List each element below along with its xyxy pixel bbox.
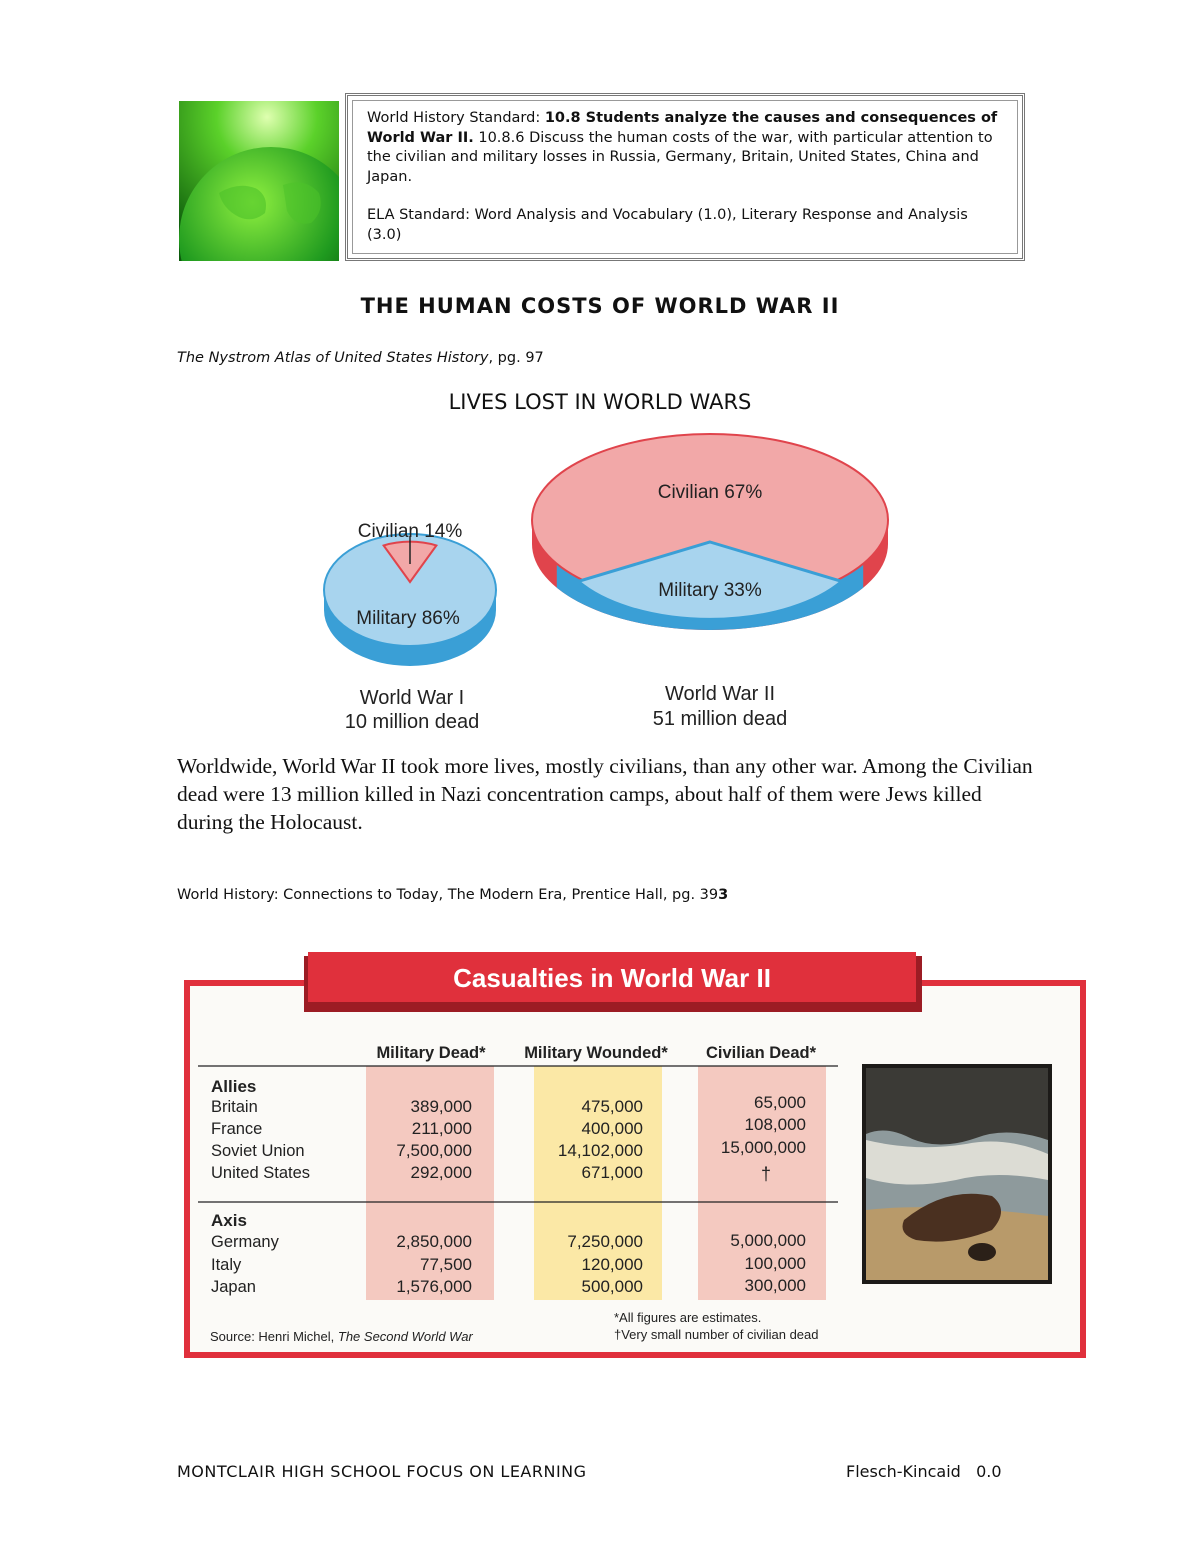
globe-image bbox=[179, 101, 339, 261]
group-axis: Axis bbox=[211, 1211, 247, 1230]
row-military-wounded: 500,000 bbox=[581, 1277, 643, 1296]
citation-nystrom bbox=[177, 350, 544, 366]
wwii-military-label: Military 33% bbox=[658, 580, 762, 601]
row-country: Soviet Union bbox=[211, 1142, 305, 1160]
row-country: United States bbox=[211, 1164, 311, 1182]
row-civilian-dead: † bbox=[760, 1164, 772, 1184]
row-country: Germany bbox=[211, 1233, 279, 1251]
row-civilian-dead: 15,000,000 bbox=[720, 1138, 806, 1157]
row-country: Britain bbox=[211, 1098, 258, 1116]
globe-icon bbox=[179, 101, 339, 261]
row-military-wounded: 7,250,000 bbox=[567, 1232, 643, 1251]
row-country: Italy bbox=[211, 1256, 242, 1274]
header-military-wounded: Military Wounded* bbox=[524, 1044, 668, 1062]
world-history-standard bbox=[367, 109, 1003, 187]
citation-prentice-hall bbox=[177, 887, 728, 903]
pie-charts bbox=[290, 430, 910, 740]
row-military-dead: 77,500 bbox=[420, 1255, 472, 1274]
wwi-civilian-label: Civilian 14% bbox=[357, 521, 463, 542]
page-title: THE HUMAN COSTS OF WORLD WAR II bbox=[360, 294, 840, 318]
table-title: Casualties in World War II bbox=[453, 963, 771, 993]
row-civilian-dead: 65,000 bbox=[754, 1093, 806, 1112]
row-country: France bbox=[211, 1120, 263, 1138]
war-painting-image bbox=[862, 1064, 1052, 1284]
citation-page: , pg. 97 bbox=[488, 350, 544, 366]
chart-title: LIVES LOST IN WORLD WARS bbox=[448, 390, 752, 414]
row-military-wounded: 671,000 bbox=[581, 1163, 643, 1182]
footer-readability: Flesch-Kincaid 0.0 bbox=[846, 1462, 1002, 1481]
wwi-caption-dead: 10 million dead bbox=[344, 711, 480, 733]
body-paragraph: Worldwide, World War II took more lives, mostly civilians, than any other war. Among the Civilian dead were 13 million killed in Nazi concentration camps, about half of them were Jews killed during the Holocaust. bbox=[177, 754, 1033, 834]
row-military-wounded: 400,000 bbox=[581, 1119, 643, 1138]
note-estimates: *All figures are estimates. bbox=[614, 1310, 762, 1325]
row-military-dead: 1,576,000 bbox=[396, 1277, 472, 1296]
row-military-dead: 292,000 bbox=[410, 1163, 472, 1182]
wwi-caption-name: World War I bbox=[359, 687, 465, 709]
row-military-wounded: 475,000 bbox=[581, 1097, 643, 1116]
note-civilian: †Very small number of civilian dead bbox=[614, 1327, 819, 1342]
header-civilian-dead: Civilian Dead* bbox=[705, 1044, 817, 1062]
row-civilian-dead: 108,000 bbox=[744, 1115, 806, 1134]
row-country: Japan bbox=[211, 1278, 256, 1296]
standards-box bbox=[345, 93, 1025, 261]
row-military-dead: 389,000 bbox=[410, 1097, 472, 1116]
wwii-civilian-label: Civilian 67% bbox=[657, 482, 763, 503]
wwii-caption-dead: 51 million dead bbox=[652, 708, 788, 730]
header-military-dead: Military Dead* bbox=[376, 1044, 486, 1062]
citation2-bold: 3 bbox=[718, 887, 729, 903]
row-military-dead: 7,500,000 bbox=[396, 1141, 472, 1160]
wh-rest: 10.8.6 Discuss the human costs of the war, with particular attention to the civilian and military losses in Russia, Germany, Britain, United States, China and Japan. bbox=[367, 129, 993, 185]
row-military-wounded: 14,102,000 bbox=[557, 1141, 643, 1160]
citation-title: The Nystrom Atlas of United States History bbox=[177, 350, 489, 366]
casualties-table bbox=[176, 940, 1096, 1365]
row-military-dead: 211,000 bbox=[411, 1119, 472, 1138]
row-civilian-dead: 100,000 bbox=[744, 1254, 806, 1273]
group-allies: Allies bbox=[211, 1077, 257, 1096]
source-prefix: Source: Henri Michel, bbox=[210, 1329, 338, 1344]
footer-school: MONTCLAIR HIGH SCHOOL FOCUS ON LEARNING bbox=[177, 1462, 587, 1481]
ela-standard: ELA Standard: Word Analysis and Vocabulary (1.0), Literary Response and Analysis (3.0) bbox=[367, 207, 968, 243]
wwi-military-label: Military 86% bbox=[356, 608, 460, 629]
row-military-dead: 2,850,000 bbox=[396, 1232, 472, 1251]
row-civilian-dead: 300,000 bbox=[744, 1276, 806, 1295]
painting-helmet bbox=[968, 1243, 996, 1261]
citation2-main: World History: Connections to Today, The Modern Era, Prentice Hall, pg. 39 bbox=[177, 887, 719, 903]
table-source bbox=[210, 1329, 473, 1344]
row-civilian-dead: 5,000,000 bbox=[730, 1231, 806, 1250]
row-military-wounded: 120,000 bbox=[581, 1255, 643, 1274]
source-title: The Second World War bbox=[337, 1329, 473, 1344]
wh-prefix: World History Standard: bbox=[367, 110, 545, 126]
wh-bold: 10.8 Students analyze the causes and consequences of World War II. bbox=[367, 110, 998, 146]
wwii-caption-name: World War II bbox=[664, 683, 776, 705]
